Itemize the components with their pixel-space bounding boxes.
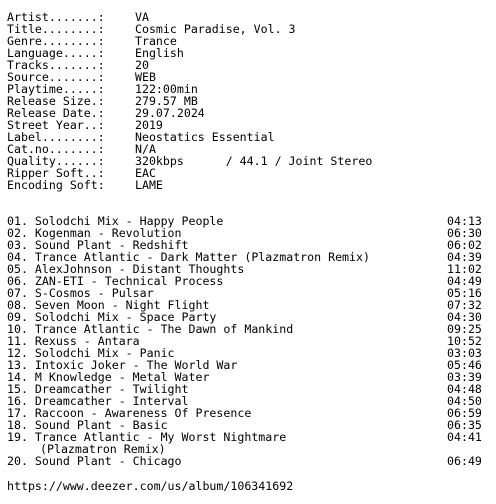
meta-label: Release Size.:: [7, 94, 105, 108]
meta-encoding-soft: [7, 179, 491, 191]
track-title: S-Cosmos - Pulsar: [27, 286, 154, 300]
track-title: Intoxic Joker - The World War: [27, 358, 238, 372]
meta-label: Release Date.:: [7, 106, 105, 120]
track-number: 10.: [7, 322, 28, 336]
meta-value: N/A: [128, 142, 156, 156]
meta-value: Cosmic Paradise, Vol. 3: [128, 22, 296, 36]
track-duration: 09:25: [447, 322, 482, 336]
track-title: Solodchi Mix - Happy People: [27, 214, 224, 228]
meta-label: Street Year..:: [7, 118, 105, 132]
track-number: 16.: [7, 394, 28, 408]
track-duration: 06:59: [447, 406, 482, 420]
meta-label: Encoding Soft:: [7, 178, 105, 192]
track-duration: 04:50: [447, 394, 482, 408]
meta-label: Ripper Soft..:: [7, 166, 105, 180]
track-number: 06.: [7, 274, 28, 288]
meta-label: Tracks.......:: [7, 58, 105, 72]
track-title: Kogenman - Revolution: [27, 226, 182, 240]
track-number: 02.: [7, 226, 28, 240]
track-duration: 04:48: [447, 382, 482, 396]
meta-value: VA: [128, 10, 149, 24]
track-duration: 05:46: [447, 358, 482, 372]
meta-label: Source.......:: [7, 70, 105, 84]
track-duration: 04:39: [447, 250, 482, 264]
track-duration: 06:30: [447, 226, 482, 240]
track-number: 19.: [7, 430, 28, 444]
track-number: 08.: [7, 298, 28, 312]
track-duration: 11:02: [447, 262, 482, 276]
meta-value: EAC: [128, 166, 156, 180]
track-number: 17.: [7, 406, 28, 420]
track-number: 12.: [7, 346, 28, 360]
meta-label: Playtime.....:: [7, 82, 105, 96]
metadata-block: [7, 11, 491, 191]
track-title: Dreamcather - Twilight: [27, 382, 189, 396]
meta-value: 122:00min: [128, 82, 198, 96]
track-number: 14.: [7, 370, 28, 384]
track-title: Solodchi Mix - Panic: [27, 346, 175, 360]
track-row: [7, 455, 491, 467]
track-number: 05.: [7, 262, 28, 276]
track-number: 11.: [7, 334, 28, 348]
track-title: Sound Plant - Redshift: [27, 238, 189, 252]
track-number: 15.: [7, 382, 28, 396]
track-number: 18.: [7, 418, 28, 432]
section-gap: [7, 191, 491, 215]
meta-value: 29.07.2024: [128, 106, 205, 120]
meta-label: Quality......:: [7, 154, 105, 168]
tracklist: [7, 215, 491, 467]
track-title-cont: (Plazmatron Remix): [40, 442, 166, 456]
meta-value: WEB: [128, 70, 156, 84]
track-duration: 06:49: [447, 454, 482, 468]
meta-label: Cat.no.......:: [7, 142, 105, 156]
track-number: 13.: [7, 358, 28, 372]
track-duration: 07:32: [447, 298, 482, 312]
track-number: 04.: [7, 250, 28, 264]
track-title: Dreamcather - Interval: [27, 394, 189, 408]
track-title: Trance Atlantic - My Worst Nightmare: [27, 430, 287, 444]
track-number: 07.: [7, 286, 28, 300]
track-duration: 04:30: [447, 310, 482, 324]
track-title: ZAN-ETI - Technical Process: [27, 274, 224, 288]
track-duration: 04:41: [447, 430, 482, 444]
meta-value: Neostatics Essential: [128, 130, 275, 144]
meta-value: English: [128, 46, 184, 60]
track-title: Rexuss - Antara: [27, 334, 140, 348]
meta-value: 20: [128, 58, 149, 72]
meta-label: Artist.......:: [7, 10, 105, 24]
meta-value: 2019: [128, 118, 163, 132]
track-title: Solodchi Mix - Space Party: [27, 310, 217, 324]
meta-value: LAME: [128, 178, 163, 192]
track-duration: 03:03: [447, 346, 482, 360]
track-number: 09.: [7, 310, 28, 324]
track-title: Sound Plant - Basic: [27, 418, 168, 432]
meta-label: Title........:: [7, 22, 105, 36]
album-url: https://www.deezer.com/us/album/106341692: [7, 479, 294, 493]
track-number: 03.: [7, 238, 28, 252]
track-number: 01.: [7, 214, 28, 228]
track-duration: 03:39: [447, 370, 482, 384]
track-title: Trance Atlantic - Dark Matter (Plazmatron Remix): [27, 250, 370, 264]
track-duration: 10:52: [447, 334, 482, 348]
track-duration: 05:16: [447, 286, 482, 300]
release-info-document: [7, 11, 491, 492]
meta-value: 279.57 MB: [128, 94, 198, 108]
meta-value: 320kbps / 44.1 / Joint Stereo: [128, 154, 373, 168]
track-number: 20.: [7, 454, 28, 468]
track-title: Raccoon - Awareness Of Presence: [27, 406, 252, 420]
meta-label: Language.....:: [7, 46, 105, 60]
track-duration: 06:02: [447, 238, 482, 252]
meta-value: Trance: [128, 34, 177, 48]
meta-label: Genre........:: [7, 34, 105, 48]
meta-label: Label........:: [7, 130, 105, 144]
track-title: Sound Plant - Chicago: [27, 454, 182, 468]
track-title: M Knowledge - Metal Water: [27, 370, 210, 384]
track-title: Seven Moon - Night Flight: [27, 298, 210, 312]
track-title: Trance Atlantic - The Dawn of Mankind: [27, 322, 294, 336]
track-duration: 06:35: [447, 418, 482, 432]
track-duration: 04:13: [447, 214, 482, 228]
track-title: AlexJohnson - Distant Thoughts: [27, 262, 245, 276]
track-duration: 04:49: [447, 274, 482, 288]
